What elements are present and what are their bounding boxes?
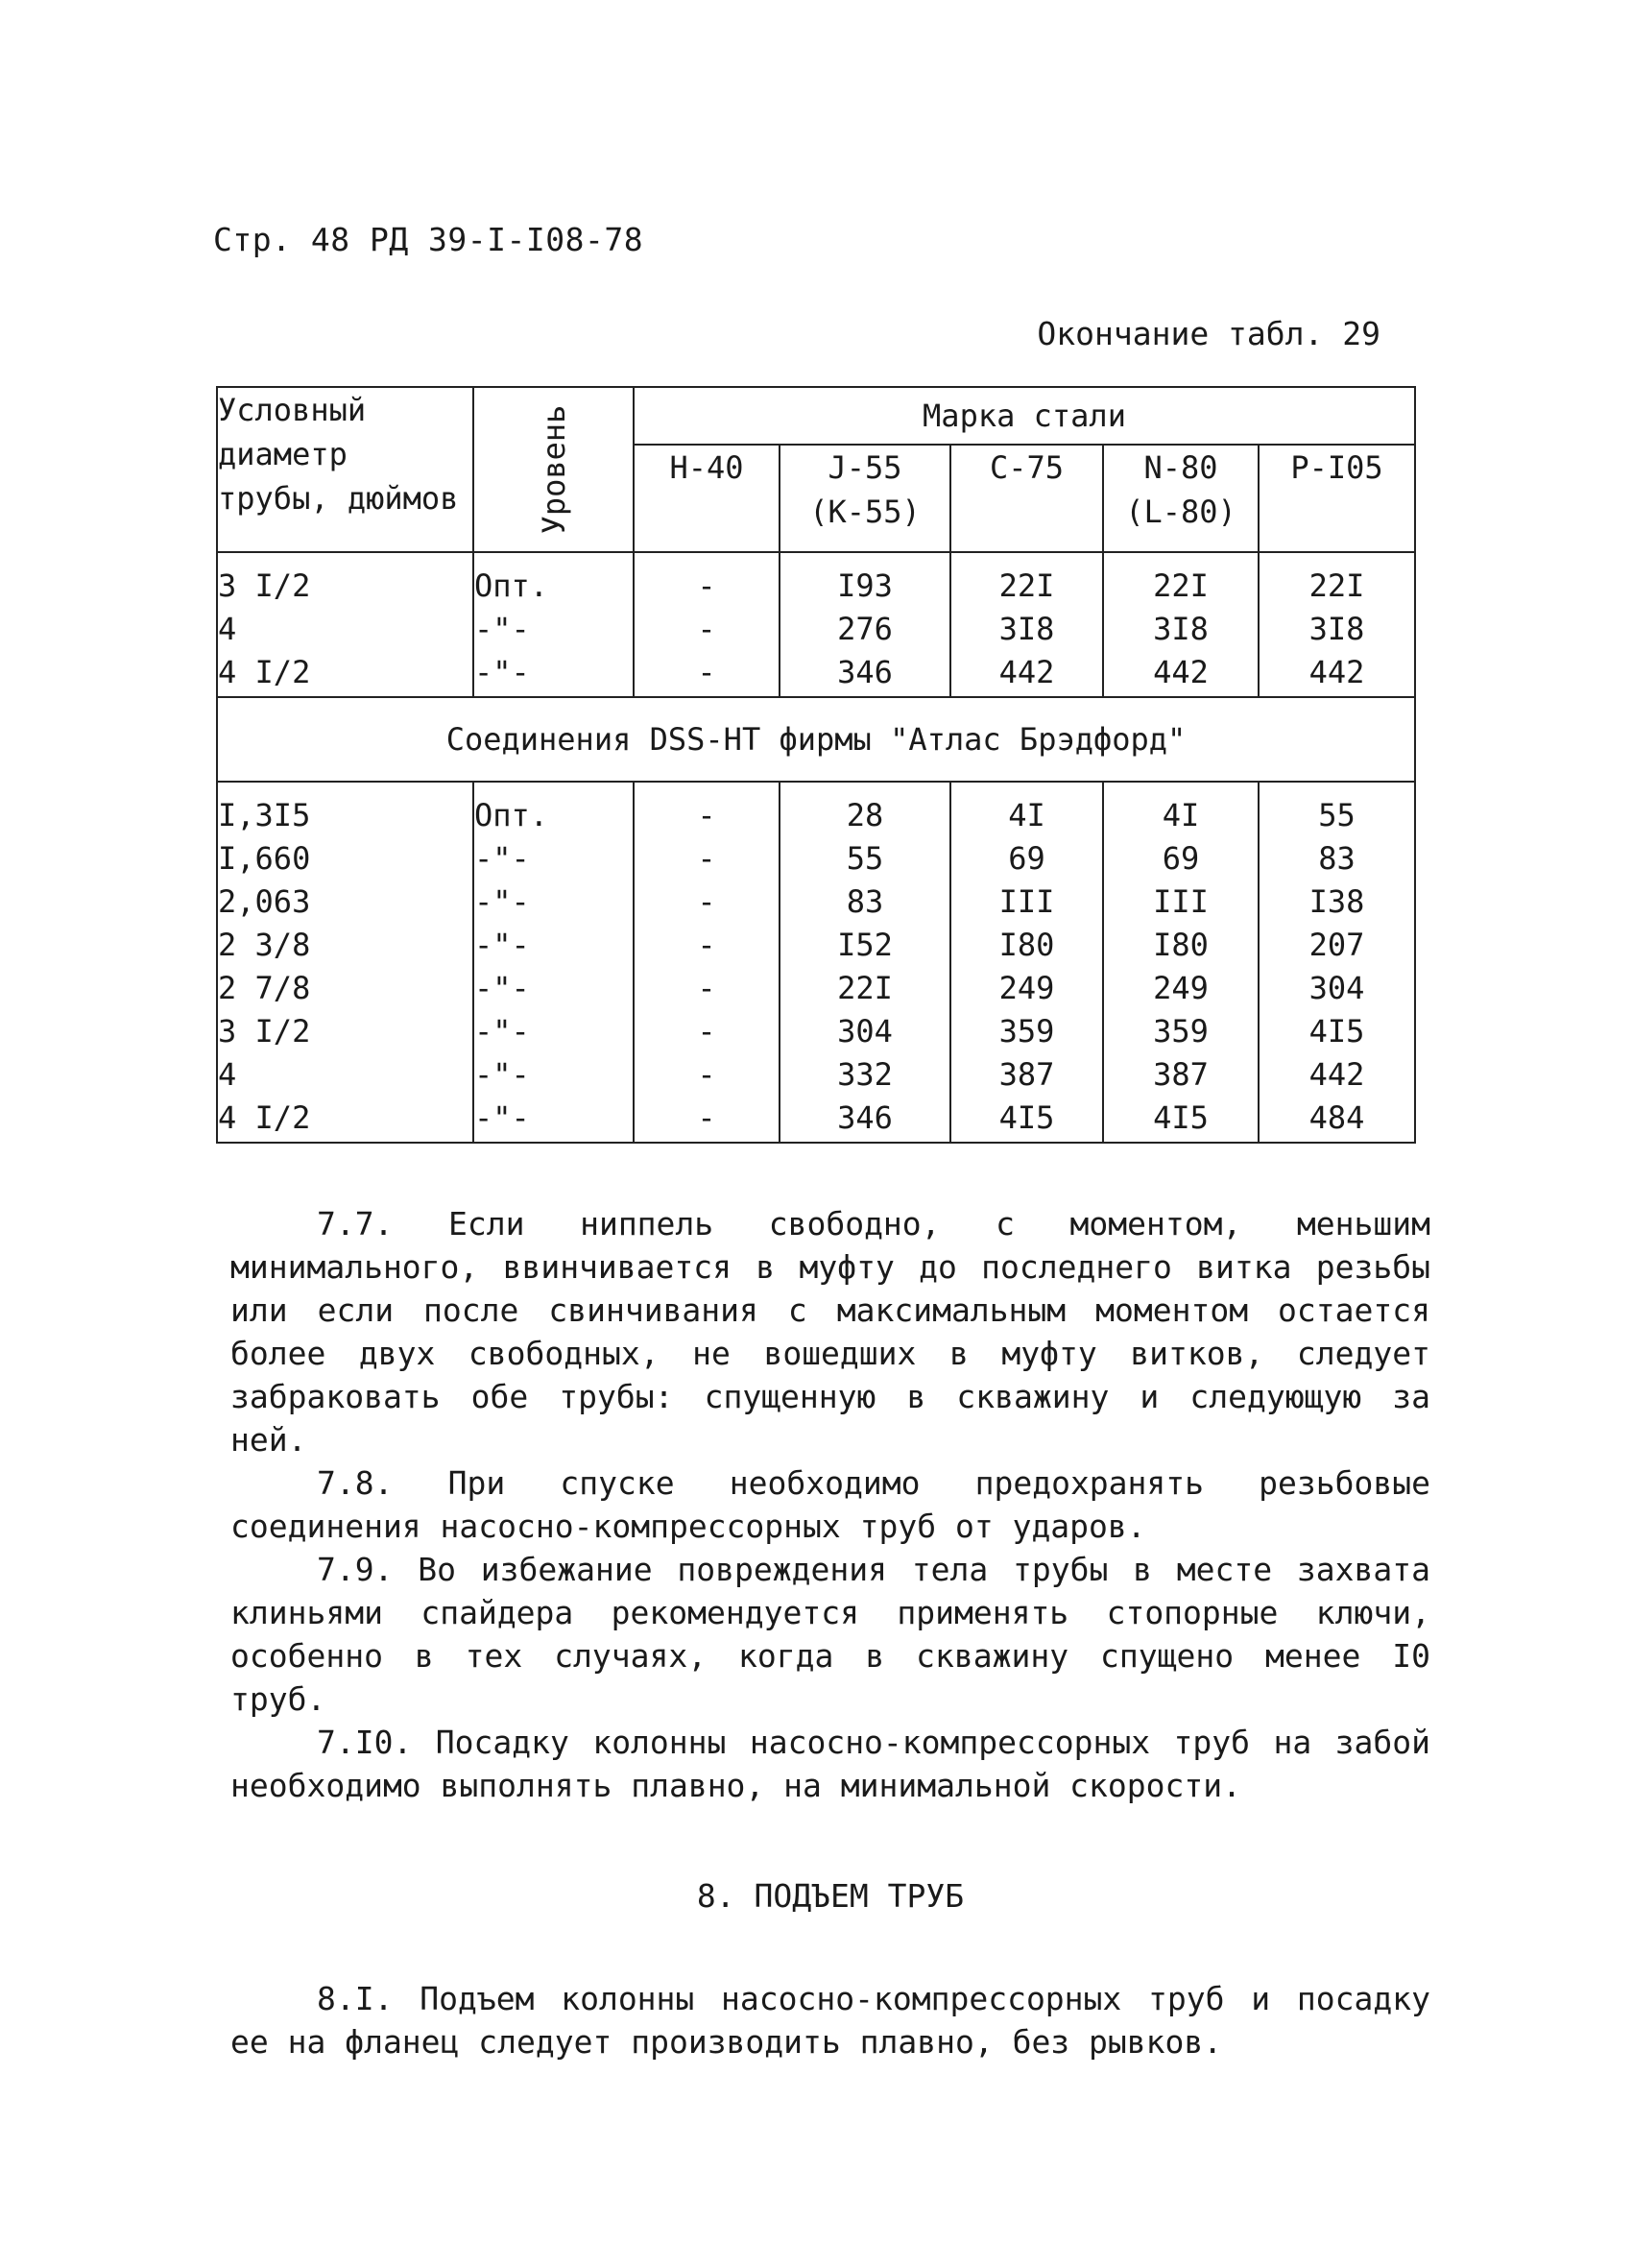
paragraph-7-7: 7.7. Если ниппель свободно, с моментом, меньшим минимального, ввинчивается в муфту до последнего витка резьбы или если после свинчивания с максимальным моментом остается более двух свободных, не вошедших в муфту витков, следует забраковать обе трубы: спущенную в скважину и следующую за ней.: [230, 1205, 1430, 1459]
cell-value: 4I: [1103, 782, 1259, 837]
cell-value: 4I: [950, 782, 1103, 837]
table-row: [217, 967, 1415, 1010]
cell-value: -: [634, 924, 780, 967]
cell-level: -"-: [473, 608, 634, 651]
cell-value: 249: [1103, 967, 1259, 1010]
cell-value: I80: [1103, 924, 1259, 967]
cell-value: -: [634, 1053, 780, 1097]
cell-value: 304: [1259, 967, 1415, 1010]
cell-level: -"-: [473, 837, 634, 881]
cell-value: I80: [950, 924, 1103, 967]
grade-header: N-80 (L-80): [1103, 445, 1259, 552]
table-row: [217, 881, 1415, 924]
cell-diameter: 2 7/8: [217, 967, 473, 1010]
cell-value: 3I8: [1103, 608, 1259, 651]
column-header-steel-grade: Марка стали: [634, 387, 1415, 445]
table-row: [217, 552, 1415, 608]
table-row: [217, 1053, 1415, 1097]
cell-value: 359: [950, 1010, 1103, 1053]
body-text: [230, 1202, 1430, 2063]
cell-value: 387: [950, 1053, 1103, 1097]
cell-value: 22I: [950, 552, 1103, 608]
cell-diameter: 2 3/8: [217, 924, 473, 967]
cell-level: -"-: [473, 1010, 634, 1053]
cell-value: 28: [780, 782, 950, 837]
cell-value: 346: [780, 651, 950, 697]
cell-diameter: 4 I/2: [217, 1097, 473, 1143]
cell-value: 387: [1103, 1053, 1259, 1097]
cell-value: -: [634, 782, 780, 837]
cell-value: -: [634, 1097, 780, 1143]
cell-value: -: [634, 608, 780, 651]
cell-value: I38: [1259, 881, 1415, 924]
cell-value: 304: [780, 1010, 950, 1053]
grade-header: Р-I05: [1259, 445, 1415, 552]
cell-value: I93: [780, 552, 950, 608]
cell-value: 359: [1103, 1010, 1259, 1053]
cell-value: 3I8: [1259, 608, 1415, 651]
cell-value: 69: [950, 837, 1103, 881]
cell-diameter: 4: [217, 1053, 473, 1097]
cell-value: 346: [780, 1097, 950, 1143]
grade-header: Н-40: [634, 445, 780, 552]
page-header: Стр. 48 РД 39-I-I08-78: [213, 221, 644, 258]
cell-value: 55: [1259, 782, 1415, 837]
cell-value: -: [634, 881, 780, 924]
cell-value: I52: [780, 924, 950, 967]
cell-value: 22I: [1259, 552, 1415, 608]
cell-level: Опт.: [473, 552, 634, 608]
cell-value: 4I5: [1259, 1010, 1415, 1053]
cell-value: -: [634, 552, 780, 608]
cell-value: 83: [1259, 837, 1415, 881]
cell-value: 442: [1259, 1053, 1415, 1097]
cell-value: 69: [1103, 837, 1259, 881]
table-row: [217, 651, 1415, 697]
cell-value: 207: [1259, 924, 1415, 967]
cell-level: Опт.: [473, 782, 634, 837]
cell-value: 442: [1103, 651, 1259, 697]
cell-value: 3I8: [950, 608, 1103, 651]
paragraph-7-10: 7.I0. Посадку колонны насосно-компрессорных труб на забой необходимо выполнять плавно, на минимальной скорости.: [230, 1724, 1430, 1804]
cell-value: 55: [780, 837, 950, 881]
table-row: [217, 837, 1415, 881]
cell-diameter: I,3I5: [217, 782, 473, 837]
paragraph-7-9: 7.9. Во избежание повреждения тела трубы в месте захвата клиньями спайдера рекомендуется применять стопорные ключи, особенно в тех случаях, когда в скважину спущено менее I0 труб.: [230, 1551, 1430, 1718]
table-row: [217, 1097, 1415, 1143]
table-row: [217, 608, 1415, 651]
section-heading: 8. ПОДЪЕМ ТРУБ: [696, 1877, 965, 1915]
cell-level: -"-: [473, 1097, 634, 1143]
table-row: [217, 924, 1415, 967]
cell-diameter: 3 I/2: [217, 1010, 473, 1053]
cell-value: -: [634, 967, 780, 1010]
cell-value: -: [634, 651, 780, 697]
paragraph-8-1: 8.I. Подъем колонны насосно-компрессорных труб и посадку ее на фланец следует производить плавно, без рывков.: [230, 1980, 1430, 2061]
cell-diameter: 2,063: [217, 881, 473, 924]
paragraph-7-8: 7.8. При спуске необходимо предохранять резьбовые соединения насосно-компрессорных труб от ударов.: [230, 1464, 1430, 1545]
cell-value: III: [1103, 881, 1259, 924]
column-header-level: Уровень: [473, 387, 634, 552]
cell-value: 249: [950, 967, 1103, 1010]
cell-diameter: 4 I/2: [217, 651, 473, 697]
cell-value: 4I5: [950, 1097, 1103, 1143]
table-row: [217, 782, 1415, 837]
cell-value: 22I: [1103, 552, 1259, 608]
cell-value: III: [950, 881, 1103, 924]
table-row: [217, 1010, 1415, 1053]
table-group-2: [217, 782, 1415, 1143]
cell-value: 332: [780, 1053, 950, 1097]
cell-value: 484: [1259, 1097, 1415, 1143]
table-group-1: [217, 552, 1415, 697]
cell-value: 83: [780, 881, 950, 924]
grade-header: С-75: [950, 445, 1103, 552]
cell-value: 276: [780, 608, 950, 651]
cell-value: 442: [950, 651, 1103, 697]
cell-level: -"-: [473, 651, 634, 697]
grade-header: J-55 (К-55): [780, 445, 950, 552]
cell-level: -"-: [473, 1053, 634, 1097]
section-row-title: Соединения DSS-HT фирмы "Атлас Брэдфорд": [217, 697, 1415, 782]
cell-value: -: [634, 1010, 780, 1053]
torque-table: [216, 386, 1416, 1144]
cell-level: -"-: [473, 881, 634, 924]
cell-diameter: 3 I/2: [217, 552, 473, 608]
table-caption: Окончание табл. 29: [1037, 315, 1380, 352]
cell-level: -"-: [473, 967, 634, 1010]
cell-level: -"-: [473, 924, 634, 967]
cell-diameter: I,660: [217, 837, 473, 881]
column-header-diameter: Условный диаметр трубы, дюймов: [217, 387, 473, 552]
cell-value: 442: [1259, 651, 1415, 697]
cell-value: 22I: [780, 967, 950, 1010]
cell-value: -: [634, 837, 780, 881]
cell-value: 4I5: [1103, 1097, 1259, 1143]
cell-diameter: 4: [217, 608, 473, 651]
